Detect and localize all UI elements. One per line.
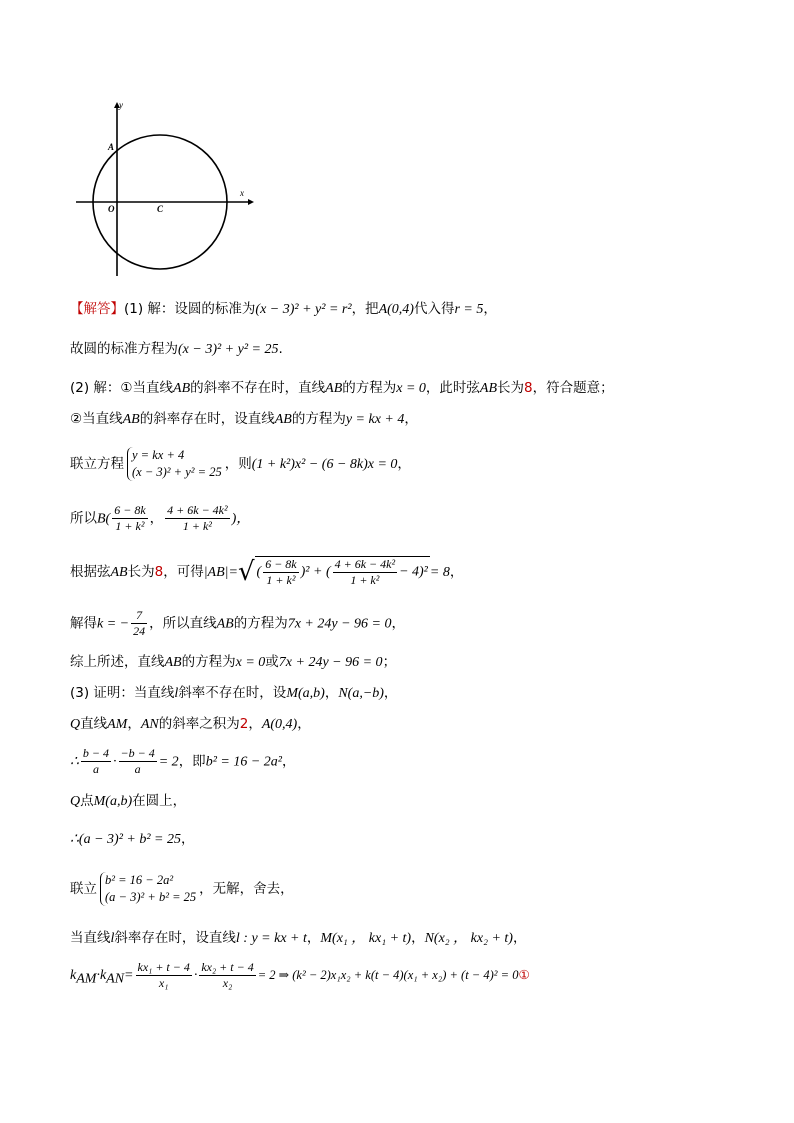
x-axis-arrow bbox=[248, 199, 254, 205]
text: ， bbox=[297, 716, 311, 732]
formula: (a − 3)² + b² = 25 bbox=[105, 890, 197, 904]
highlight-number: 8 bbox=[524, 380, 533, 396]
formula: l bbox=[174, 686, 179, 701]
text: (3) 证明：当直线 bbox=[70, 685, 175, 701]
formula: b² = 16 − 2a² bbox=[105, 873, 174, 887]
text: ， bbox=[306, 930, 321, 946]
formula: · bbox=[113, 754, 117, 770]
solution-line-9 bbox=[70, 653, 396, 672]
y-axis-label: y bbox=[119, 100, 123, 110]
solution-line-14 bbox=[70, 830, 194, 849]
formula: y = kx + 4 bbox=[132, 448, 185, 462]
text: ，所以直线 bbox=[149, 615, 217, 632]
formula: AB bbox=[216, 616, 234, 632]
formula: = 8 bbox=[429, 565, 450, 580]
formula: r = 5 bbox=[454, 302, 484, 317]
fraction bbox=[112, 503, 147, 534]
text: 根据弦 bbox=[70, 564, 111, 580]
denominator: 1 + k² bbox=[115, 519, 145, 533]
equation-system bbox=[100, 872, 196, 906]
formula: AB bbox=[274, 412, 292, 427]
solution-line-12 bbox=[70, 746, 295, 777]
solution-line-7 bbox=[70, 556, 463, 588]
text: 综上所述，直线 bbox=[70, 654, 165, 670]
numerator: 6 − 8k bbox=[265, 557, 297, 571]
text: ，可得 bbox=[163, 564, 204, 580]
text: 在圆上， bbox=[132, 793, 187, 809]
denominator: x₁ bbox=[158, 976, 169, 990]
formula: = 2 bbox=[158, 754, 179, 770]
text: 故圆的标准方程为 bbox=[70, 341, 178, 357]
text: 代入得 bbox=[413, 301, 455, 317]
text: 斜率不存在时，设 bbox=[178, 685, 287, 701]
text: ， bbox=[391, 615, 405, 632]
denominator: a bbox=[134, 762, 141, 776]
text: 的方程为 bbox=[291, 411, 346, 427]
denominator: a bbox=[92, 762, 99, 776]
text: (2) 解：①当直线 bbox=[70, 380, 174, 396]
solution-line-8 bbox=[70, 608, 405, 639]
solution-line-17 bbox=[70, 960, 530, 991]
origin-label: O bbox=[108, 204, 115, 214]
formula: x = 0 bbox=[235, 655, 266, 670]
circled-number: ① bbox=[518, 967, 530, 982]
fraction bbox=[165, 503, 229, 534]
solution-line-13 bbox=[70, 792, 186, 811]
formula: 7x + 24y − 96 = 0 bbox=[287, 616, 392, 632]
text: 长为 bbox=[497, 380, 525, 396]
solution-line-10 bbox=[70, 684, 397, 703]
formula: (a − 3)² + b² = 25 bbox=[78, 832, 181, 847]
formula: (1 + k²)x² − (6 − 8k)x = 0 bbox=[251, 457, 398, 472]
numerator: 7 bbox=[131, 608, 147, 624]
formula: Q bbox=[70, 794, 81, 809]
circle-figure bbox=[70, 98, 260, 283]
formula: (x − 3)² + y² = 25 bbox=[178, 342, 279, 357]
text: ， bbox=[512, 930, 527, 946]
formula: M(x₁ ， kx₁ + t) bbox=[320, 931, 412, 946]
numerator: 4 + 6k − 4k² bbox=[167, 503, 228, 517]
formula: AB bbox=[173, 381, 191, 396]
formula: AB bbox=[164, 655, 182, 670]
formula: M(a,b) bbox=[93, 794, 133, 809]
text: 直线 bbox=[80, 716, 108, 732]
fraction bbox=[119, 746, 157, 777]
numerator: 4 + 6k − 4k² bbox=[334, 557, 396, 571]
text: 所以 bbox=[70, 510, 97, 527]
formula: ∴ bbox=[70, 832, 79, 847]
text: 的斜率之积为 bbox=[158, 716, 240, 732]
fraction bbox=[136, 960, 192, 991]
x-axis-label: x bbox=[240, 188, 244, 198]
numerator: kx₂ + t − 4 bbox=[201, 960, 254, 974]
center-c-label: C bbox=[157, 204, 164, 214]
formula: ( bbox=[256, 564, 262, 580]
denominator: 1 + k² bbox=[182, 519, 212, 533]
text: ，无解，舍去， bbox=[199, 881, 294, 897]
fraction bbox=[199, 960, 255, 991]
solution-line-6 bbox=[70, 503, 250, 534]
text: 的方程为 bbox=[181, 654, 236, 670]
solution-line-16 bbox=[70, 929, 526, 948]
text: ， bbox=[483, 301, 497, 317]
solution-line-11 bbox=[70, 715, 311, 734]
solution-line-1 bbox=[70, 300, 497, 319]
text: 或 bbox=[265, 654, 279, 670]
formula: N(a,−b) bbox=[338, 686, 384, 701]
text: 的斜率存在时，设直线 bbox=[139, 411, 275, 427]
numerator: kx₁ + t − 4 bbox=[137, 960, 190, 974]
highlight-number: 2 bbox=[239, 716, 249, 732]
formula: AB bbox=[479, 381, 498, 396]
formula: · bbox=[193, 968, 198, 983]
solution-line-3 bbox=[70, 379, 614, 398]
formula: |AB|= bbox=[203, 565, 238, 580]
formula: Q bbox=[70, 717, 81, 732]
formula: A(0,4) bbox=[378, 302, 414, 317]
denominator: 1 + k² bbox=[266, 573, 296, 587]
formula: A(0,4) bbox=[261, 717, 298, 732]
formula: k bbox=[99, 968, 107, 983]
text: (1) 解：设圆的标准为 bbox=[124, 301, 256, 317]
formula: · bbox=[96, 968, 100, 983]
text: 解得 bbox=[70, 615, 97, 632]
formula: l : y = kx + t bbox=[235, 931, 307, 946]
formula: M(a,b) bbox=[286, 686, 325, 701]
text: ， bbox=[324, 685, 339, 701]
text: ②当直线 bbox=[70, 411, 123, 427]
formula: y = kx + 4 bbox=[345, 412, 405, 427]
text: ，则 bbox=[224, 456, 252, 472]
formula: − 4)² bbox=[399, 564, 428, 580]
text: ， bbox=[281, 753, 296, 770]
text: ， bbox=[397, 456, 411, 472]
text: ，即 bbox=[178, 753, 206, 770]
text: 联立 bbox=[70, 881, 97, 897]
radical-sign: √ bbox=[237, 557, 255, 587]
solution-line-15 bbox=[70, 872, 294, 906]
highlight-number: 8 bbox=[154, 564, 164, 580]
formula: x = 0 bbox=[396, 381, 426, 396]
formula: B( bbox=[97, 511, 111, 527]
text: ， bbox=[127, 716, 141, 732]
text: ，符合题意； bbox=[532, 380, 614, 396]
solution-line-2 bbox=[70, 340, 283, 359]
denominator: x₂ bbox=[222, 976, 233, 990]
text: 联立方程 bbox=[70, 456, 124, 472]
formula: N(x₂ ， kx₂ + t) bbox=[424, 931, 513, 946]
formula: AM bbox=[107, 717, 128, 732]
numerator: −b − 4 bbox=[120, 746, 155, 760]
text: 的方程为 bbox=[233, 615, 288, 632]
text: 斜率存在时，设直线 bbox=[114, 930, 236, 946]
text: ， bbox=[149, 510, 164, 527]
text: ， bbox=[411, 930, 425, 946]
fraction bbox=[81, 746, 111, 777]
formula: AN bbox=[140, 717, 159, 732]
subscript: AN bbox=[106, 971, 125, 987]
formula: = 2 ⇒ (k² − 2)x₁x₂ + k(t − 4)(x₁ + x₂) + (t − 4)² = 0 bbox=[257, 968, 519, 982]
formula: AB bbox=[325, 381, 343, 396]
formula: AB bbox=[122, 412, 140, 427]
formula: AB bbox=[110, 565, 128, 580]
text: 点 bbox=[80, 793, 94, 809]
equation-system bbox=[127, 447, 222, 481]
formula: )² + ( bbox=[300, 564, 331, 580]
text: ， bbox=[404, 411, 418, 427]
numerator: 6 − 8k bbox=[114, 503, 146, 517]
formula: (x − 3)² + y² = 25 bbox=[132, 465, 222, 479]
radicand bbox=[255, 556, 430, 588]
text: ，把 bbox=[351, 301, 379, 317]
fraction bbox=[333, 557, 397, 588]
solution-line-4 bbox=[70, 410, 418, 429]
formula: b² = 16 − 2a² bbox=[205, 754, 282, 770]
formula: k bbox=[70, 968, 77, 983]
fraction bbox=[131, 608, 147, 639]
text: ； bbox=[382, 654, 397, 670]
formula: ∴ bbox=[70, 754, 79, 770]
formula: (x − 3)² + y² = r² bbox=[255, 302, 352, 317]
formula: )， bbox=[231, 511, 251, 527]
formula: l bbox=[110, 931, 115, 946]
text: 当直线 bbox=[70, 930, 111, 946]
solution-line-5 bbox=[70, 447, 411, 481]
fraction bbox=[263, 557, 298, 588]
formula: = bbox=[124, 968, 134, 983]
answer-tag: 【解答】 bbox=[70, 301, 124, 317]
text: 的方程为 bbox=[342, 380, 397, 396]
text: . bbox=[278, 341, 283, 357]
text: ，此时弦 bbox=[425, 380, 480, 396]
formula: 7x + 24y − 96 = 0 bbox=[278, 655, 383, 670]
text: 的斜率不存在时，直线 bbox=[190, 380, 326, 396]
text: ， bbox=[248, 716, 262, 732]
denominator: 24 bbox=[133, 624, 146, 638]
numerator: b − 4 bbox=[82, 746, 110, 760]
formula: k = − bbox=[97, 616, 130, 632]
subscript: AM bbox=[76, 971, 97, 987]
text: ， bbox=[449, 564, 464, 580]
denominator: 1 + k² bbox=[350, 573, 380, 587]
point-a-label: A bbox=[108, 142, 115, 152]
text: ， bbox=[180, 831, 195, 847]
text: ， bbox=[383, 685, 398, 701]
text: 长为 bbox=[127, 564, 155, 580]
